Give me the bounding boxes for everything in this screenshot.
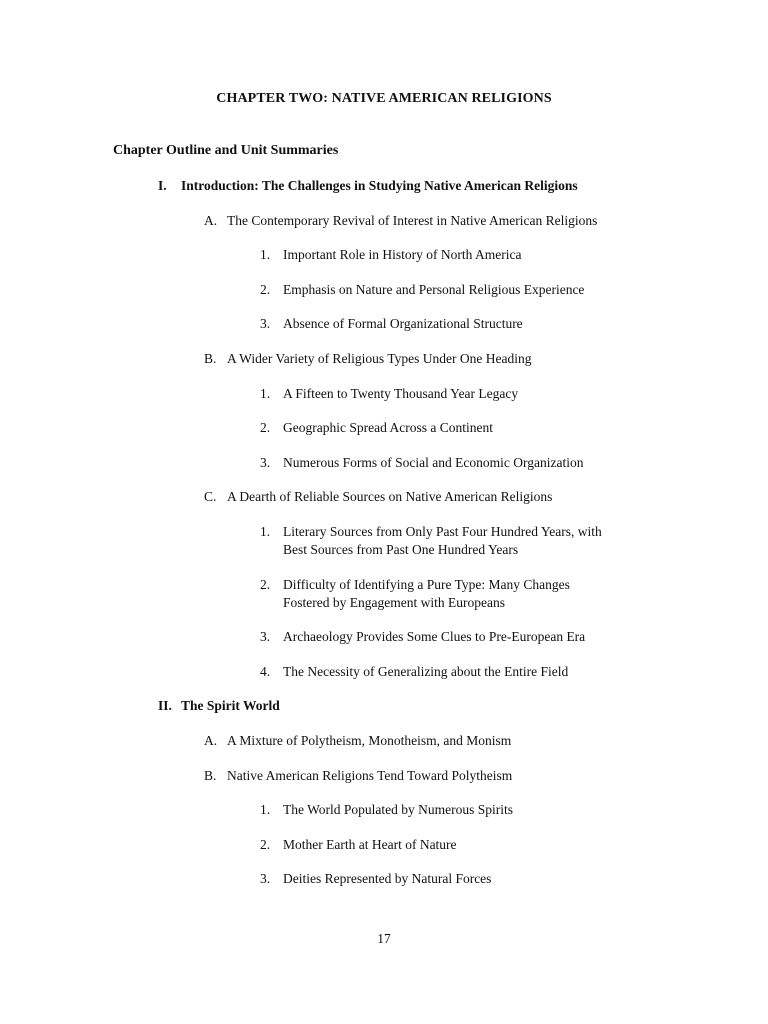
item-marker: 2. — [260, 281, 271, 297]
section-heading: The Spirit World — [181, 698, 280, 714]
item-marker: 2. — [260, 836, 271, 852]
subsection-marker: C. — [204, 489, 217, 505]
subsection-heading: A Wider Variety of Religious Types Under One Heading — [227, 351, 532, 366]
chapter-title: CHAPTER TWO: NATIVE AMERICAN RELIGIONS — [216, 91, 552, 106]
subsection-heading: A Dearth of Reliable Sources on Native American Religions — [227, 489, 553, 505]
subsection-heading: The Contemporary Revival of Interest in Native American Religions — [227, 212, 598, 228]
item-marker: 1. — [260, 524, 271, 539]
outline-subtitle: Chapter Outline and Unit Summaries — [113, 143, 339, 158]
item-marker: 4. — [260, 663, 271, 679]
item-text-line: Deities Represented by Natural Forces — [283, 871, 492, 887]
item-text-line: The World Populated by Numerous Spirits — [283, 802, 514, 818]
item-marker: 1. — [260, 385, 271, 401]
item-marker: 3. — [260, 316, 271, 332]
item-text-line: Mother Earth at Heart of Nature — [283, 836, 457, 852]
item-text-line: The Necessity of Generalizing about the Entire Field — [283, 663, 569, 679]
item-text-line: A Fifteen to Twenty Thousand Year Legacy — [283, 385, 519, 401]
item-marker: 1. — [260, 802, 271, 818]
item-text-line: Literary Sources from Only Past Four Hundred Years, with — [283, 524, 602, 539]
item-text-line: Archaeology Provides Some Clues to Pre-European Era — [283, 629, 586, 645]
item-marker: 3. — [260, 871, 271, 887]
item-text-line: Emphasis on Nature and Personal Religious Experience — [283, 281, 585, 297]
page-number: 17 — [377, 931, 391, 946]
item-marker: 3. — [260, 629, 271, 645]
subsection-marker: B. — [204, 351, 217, 366]
item-marker: 2. — [260, 420, 271, 436]
section-marker: II. — [158, 698, 172, 714]
item-text-line: Difficulty of Identifying a Pure Type: Many Changes — [283, 576, 570, 592]
item-text-line: Fostered by Engagement with Europeans — [283, 594, 505, 610]
section-heading: Introduction: The Challenges in Studying Native American Religions — [181, 178, 578, 193]
item-marker: 1. — [260, 247, 271, 263]
item-text-line: Important Role in History of North America — [283, 247, 522, 263]
item-text-line: Numerous Forms of Social and Economic Organization — [283, 454, 584, 470]
item-marker: 3. — [260, 454, 271, 470]
subsection-marker: B. — [204, 767, 217, 783]
subsection-marker: A. — [204, 733, 218, 748]
item-text-line: Best Sources from Past One Hundred Years — [283, 542, 519, 557]
subsection-marker: A. — [204, 212, 218, 228]
subsection-heading: A Mixture of Polytheism, Monotheism, and Monism — [227, 733, 512, 748]
subsection-heading: Native American Religions Tend Toward Polytheism — [227, 767, 513, 783]
section-marker: I. — [158, 178, 167, 193]
item-text-line: Absence of Formal Organizational Structure — [283, 316, 523, 332]
item-text-line: Geographic Spread Across a Continent — [283, 420, 493, 436]
item-marker: 2. — [260, 576, 271, 592]
